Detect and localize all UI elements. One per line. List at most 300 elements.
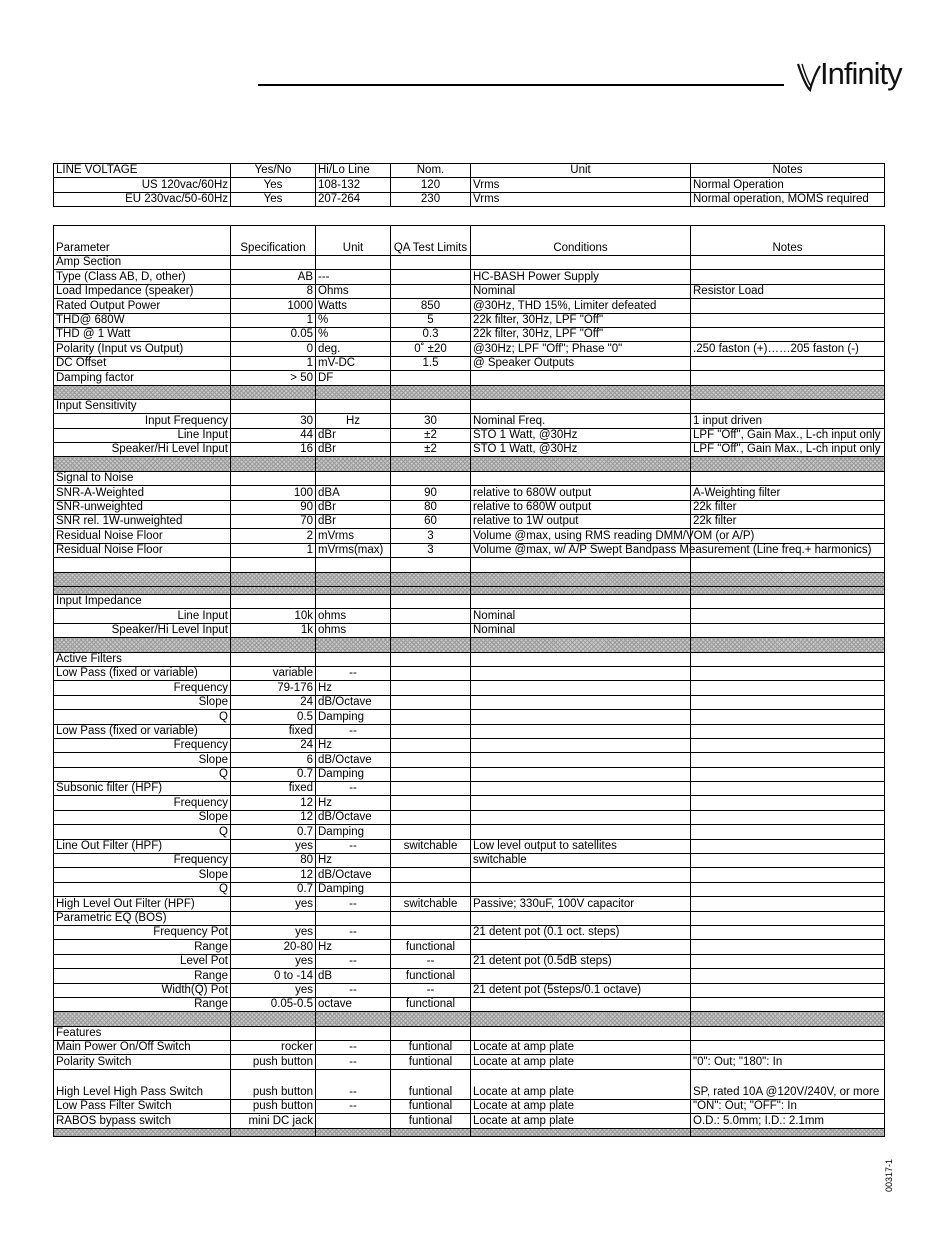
- table-cell: [231, 652, 316, 666]
- qa-limit-cell: 0.3: [391, 327, 471, 341]
- qa-limit-cell: [391, 925, 471, 939]
- qa-limit-cell: 5: [391, 313, 471, 327]
- conditions-cell: [471, 810, 691, 824]
- unit-cell: mV-DC: [316, 356, 391, 370]
- qa-limit-cell: funtional: [391, 1099, 471, 1113]
- notes-cell: [691, 897, 885, 911]
- notes-cell: LPF "Off", Gain Max., L-ch input only: [691, 443, 885, 457]
- table-row: [54, 428, 885, 442]
- table-cell: EU 230vac/50-60Hz: [54, 192, 231, 206]
- table-row: [54, 782, 885, 796]
- unit-cell: Hz: [316, 414, 391, 428]
- unit-cell: Hz: [316, 854, 391, 868]
- conditions-cell: [471, 796, 691, 810]
- notes-cell: 22k filter: [691, 515, 885, 529]
- unit-cell: ohms: [316, 609, 391, 623]
- table-row: [54, 997, 885, 1011]
- separator-row: [54, 1012, 885, 1026]
- parameter-cell: Level Pot: [54, 954, 231, 968]
- table-row: [54, 738, 885, 752]
- table-cell: [391, 594, 471, 608]
- conditions-cell: 22k filter, 30Hz, LPF "Off": [471, 313, 691, 327]
- conditions-cell: [471, 997, 691, 1011]
- unit-cell: --: [316, 724, 391, 738]
- header-cell: Parameter: [54, 226, 231, 256]
- separator-cell: [54, 572, 231, 586]
- notes-cell: [691, 738, 885, 752]
- notes-cell: SP, rated 10A @120V/240V, or more: [691, 1069, 885, 1099]
- separator-cell: [316, 1128, 391, 1136]
- header-cell: Nom.: [391, 164, 471, 178]
- table-row: [54, 954, 885, 968]
- specification-cell: 0.05: [231, 327, 316, 341]
- table-cell: 108-132: [316, 178, 391, 192]
- separator-row: [54, 1128, 885, 1136]
- parameter-cell: Slope: [54, 868, 231, 882]
- table-row: [54, 270, 885, 284]
- table-cell: [231, 558, 316, 572]
- notes-cell: "0": Out; "180": In: [691, 1055, 885, 1069]
- notes-cell: [691, 609, 885, 623]
- notes-cell: [691, 825, 885, 839]
- table-row: [54, 825, 885, 839]
- specification-cell: 90: [231, 500, 316, 514]
- notes-cell: [691, 313, 885, 327]
- notes-cell: [691, 1041, 885, 1055]
- notes-cell: [691, 969, 885, 983]
- table-row: [54, 710, 885, 724]
- parameter-cell: Frequency Pot: [54, 925, 231, 939]
- table-cell: Yes: [231, 178, 316, 192]
- table-row: [54, 983, 885, 997]
- qa-limit-cell: switchable: [391, 897, 471, 911]
- parameter-cell: Width(Q) Pot: [54, 983, 231, 997]
- brand-name: Infinity: [820, 56, 902, 91]
- table-cell: [471, 558, 691, 572]
- table-cell: [691, 1026, 885, 1040]
- parameter-cell: THD @ 1 Watt: [54, 327, 231, 341]
- parameter-cell: Speaker/Hi Level Input: [54, 623, 231, 637]
- conditions-cell: 22k filter, 30Hz, LPF "Off": [471, 327, 691, 341]
- separator-cell: [391, 586, 471, 594]
- qa-limit-cell: 80: [391, 500, 471, 514]
- table-row: [54, 882, 885, 896]
- table-cell: Normal Operation: [691, 178, 885, 192]
- specification-cell: yes: [231, 983, 316, 997]
- notes-cell: [691, 997, 885, 1011]
- table-cell: [691, 594, 885, 608]
- parameter-cell: Range: [54, 997, 231, 1011]
- table-cell: US 120vac/60Hz: [54, 178, 231, 192]
- unit-cell: Hz: [316, 738, 391, 752]
- unit-cell: Damping: [316, 882, 391, 896]
- table-cell: [316, 256, 391, 270]
- specification-cell: 24: [231, 738, 316, 752]
- section-title: Amp Section: [54, 256, 231, 270]
- unit-cell: --: [316, 983, 391, 997]
- conditions-cell: relative to 680W output: [471, 500, 691, 514]
- table-row: [54, 1099, 885, 1113]
- section-row: [54, 256, 885, 270]
- table-row: [54, 414, 885, 428]
- unit-cell: %: [316, 313, 391, 327]
- parameter-cell: Residual Noise Floor: [54, 543, 231, 557]
- notes-cell: [691, 623, 885, 637]
- specification-cell: 8: [231, 284, 316, 298]
- qa-limit-cell: [391, 738, 471, 752]
- conditions-cell: [471, 695, 691, 709]
- line-voltage-table: [53, 163, 885, 207]
- specification-cell: 2: [231, 529, 316, 543]
- section-title: Features: [54, 1026, 231, 1040]
- notes-cell: [691, 767, 885, 781]
- parameter-cell: Type (Class AB, D, other): [54, 270, 231, 284]
- specification-cell: 30: [231, 414, 316, 428]
- table-row: [54, 897, 885, 911]
- conditions-cell: [471, 681, 691, 695]
- separator-cell: [231, 385, 316, 399]
- separator-row: [54, 457, 885, 471]
- parameter-cell: Parametric EQ (BOS): [54, 911, 231, 925]
- unit-cell: Ohms: [316, 284, 391, 298]
- table-cell: [471, 652, 691, 666]
- conditions-cell: 21 detent pot (0.5dB steps): [471, 954, 691, 968]
- unit-cell: Damping: [316, 710, 391, 724]
- qa-limit-cell: [391, 666, 471, 680]
- table-row: [54, 623, 885, 637]
- unit-cell: dB: [316, 969, 391, 983]
- notes-cell: [691, 954, 885, 968]
- parameter-cell: Low Pass (fixed or variable): [54, 666, 231, 680]
- qa-limit-cell: 3: [391, 543, 471, 557]
- specification-cell: yes: [231, 897, 316, 911]
- qa-limit-cell: [391, 796, 471, 810]
- table-cell: Normal operation, MOMS required: [691, 192, 885, 206]
- qa-limit-cell: [391, 868, 471, 882]
- specification-cell: AB: [231, 270, 316, 284]
- table-cell: [316, 594, 391, 608]
- unit-cell: --: [316, 954, 391, 968]
- parameter-cell: Residual Noise Floor: [54, 529, 231, 543]
- table-cell: [391, 652, 471, 666]
- parameter-cell: Line Out Filter (HPF): [54, 839, 231, 853]
- table-cell: [391, 399, 471, 413]
- table-row: [54, 1114, 885, 1128]
- notes-cell: [691, 299, 885, 313]
- notes-cell: A-Weighting filter: [691, 486, 885, 500]
- table-cell: [391, 256, 471, 270]
- separator-row: [54, 572, 885, 586]
- section-row: [54, 652, 885, 666]
- header-rule: [258, 84, 784, 86]
- unit-cell: dBr: [316, 515, 391, 529]
- separator-cell: [391, 638, 471, 652]
- section-row: [54, 399, 885, 413]
- unit-cell: --: [316, 1041, 391, 1055]
- parameter-cell: SNR-unweighted: [54, 500, 231, 514]
- separator-cell: [316, 457, 391, 471]
- parameter-cell: Q: [54, 710, 231, 724]
- table-row: [54, 940, 885, 954]
- unit-cell: DF: [316, 371, 391, 385]
- unit-cell: Hz: [316, 940, 391, 954]
- conditions-cell: Nominal Freq.: [471, 414, 691, 428]
- notes-cell: [691, 356, 885, 370]
- table-cell: [316, 399, 391, 413]
- notes-cell: [691, 911, 885, 925]
- table-cell: [391, 1026, 471, 1040]
- parameter-cell: Frequency: [54, 738, 231, 752]
- qa-limit-cell: 1.5: [391, 356, 471, 370]
- qa-limit-cell: [391, 854, 471, 868]
- specification-cell: 0.7: [231, 767, 316, 781]
- unit-cell: Damping: [316, 825, 391, 839]
- table-row: [54, 724, 885, 738]
- separator-cell: [391, 572, 471, 586]
- separator-cell: [691, 385, 885, 399]
- table-row: [54, 810, 885, 824]
- table-cell: [316, 558, 391, 572]
- header-cell: Conditions: [471, 226, 691, 256]
- notes-cell: O.D.: 5.0mm; I.D.: 2.1mm: [691, 1114, 885, 1128]
- table-cell: Vrms: [471, 192, 691, 206]
- specification-cell: yes: [231, 954, 316, 968]
- specification-cell: 20-80: [231, 940, 316, 954]
- conditions-cell: Locate at amp plate: [471, 1099, 691, 1113]
- notes-cell: [691, 868, 885, 882]
- notes-cell: [691, 681, 885, 695]
- conditions-cell: [471, 882, 691, 896]
- specification-cell: 12: [231, 810, 316, 824]
- parameter-cell: Q: [54, 825, 231, 839]
- separator-cell: [54, 638, 231, 652]
- table-cell: [231, 256, 316, 270]
- qa-limit-cell: [391, 911, 471, 925]
- table-cell: [231, 1026, 316, 1040]
- table-row: [54, 695, 885, 709]
- parameter-cell: Rated Output Power: [54, 299, 231, 313]
- separator-row: [54, 385, 885, 399]
- specification-cell: mini DC jack: [231, 1114, 316, 1128]
- table-cell: [316, 1026, 391, 1040]
- conditions-cell: Nominal: [471, 623, 691, 637]
- specification-cell: fixed: [231, 724, 316, 738]
- conditions-cell: [471, 753, 691, 767]
- parameter-cell: Q: [54, 882, 231, 896]
- conditions-cell: [471, 666, 691, 680]
- qa-limit-cell: [391, 609, 471, 623]
- conditions-cell: [471, 825, 691, 839]
- table-row: [54, 371, 885, 385]
- separator-cell: [54, 1128, 231, 1136]
- unit-cell: Watts: [316, 299, 391, 313]
- qa-limit-cell: 90: [391, 486, 471, 500]
- table-cell: [231, 594, 316, 608]
- parameter-cell: Low Pass (fixed or variable): [54, 724, 231, 738]
- conditions-cell: [471, 710, 691, 724]
- unit-cell: mVrms: [316, 529, 391, 543]
- conditions-cell: Volume @max, using RMS reading DMM/VOM (or A/P): [471, 529, 691, 543]
- parameter-cell: Polarity Switch: [54, 1055, 231, 1069]
- table-cell: [691, 558, 885, 572]
- table-cell: [471, 399, 691, 413]
- table-row: [54, 1041, 885, 1055]
- unit-cell: Hz: [316, 796, 391, 810]
- unit-cell: --: [316, 1069, 391, 1099]
- parameter-cell: Line Input: [54, 609, 231, 623]
- parameter-cell: Damping factor: [54, 371, 231, 385]
- conditions-cell: relative to 680W output: [471, 486, 691, 500]
- unit-cell: ohms: [316, 623, 391, 637]
- unit-cell: --: [316, 782, 391, 796]
- separator-cell: [471, 1012, 691, 1026]
- table-row: [54, 529, 885, 543]
- spec-header-row: [54, 226, 885, 256]
- qa-limit-cell: functional: [391, 997, 471, 1011]
- header-cell: Specification: [231, 226, 316, 256]
- notes-cell: [691, 666, 885, 680]
- separator-cell: [54, 586, 231, 594]
- specification-cell: 1: [231, 313, 316, 327]
- qa-limit-cell: ±2: [391, 428, 471, 442]
- qa-limit-cell: [391, 882, 471, 896]
- notes-cell: [691, 940, 885, 954]
- parameter-cell: Speaker/Hi Level Input: [54, 443, 231, 457]
- parameter-cell: Subsonic filter (HPF): [54, 782, 231, 796]
- conditions-cell: Low level output to satellites: [471, 839, 691, 853]
- unit-cell: --: [316, 666, 391, 680]
- table-row: [54, 342, 885, 356]
- parameter-cell: Frequency: [54, 854, 231, 868]
- table-row: [54, 767, 885, 781]
- unit-cell: dB/Octave: [316, 695, 391, 709]
- unit-cell: dB/Octave: [316, 753, 391, 767]
- qa-limit-cell: --: [391, 983, 471, 997]
- conditions-cell: Locate at amp plate: [471, 1114, 691, 1128]
- unit-cell: Damping: [316, 767, 391, 781]
- conditions-cell: [471, 969, 691, 983]
- qa-limit-cell: 0˚ ±20: [391, 342, 471, 356]
- qa-limit-cell: functional: [391, 969, 471, 983]
- table-cell: [471, 1026, 691, 1040]
- unit-cell: --: [316, 1055, 391, 1069]
- separator-cell: [54, 385, 231, 399]
- table-row: [54, 327, 885, 341]
- section-title: Active Filters: [54, 652, 231, 666]
- qa-limit-cell: ±2: [391, 443, 471, 457]
- table-cell: [471, 256, 691, 270]
- qa-limit-cell: funtional: [391, 1114, 471, 1128]
- header-cell: QA Test Limits: [391, 226, 471, 256]
- separator-cell: [471, 1128, 691, 1136]
- specification-cell: 1: [231, 356, 316, 370]
- table-cell: [391, 558, 471, 572]
- qa-limit-cell: funtional: [391, 1055, 471, 1069]
- specification-cell: 80: [231, 854, 316, 868]
- specification-cell: 0.5: [231, 710, 316, 724]
- separator-cell: [691, 1012, 885, 1026]
- separator-cell: [691, 572, 885, 586]
- table-row: [54, 839, 885, 853]
- unit-cell: --: [316, 897, 391, 911]
- specification-cell: 79-176: [231, 681, 316, 695]
- table-row: [54, 796, 885, 810]
- conditions-cell: [471, 738, 691, 752]
- table-cell: [316, 471, 391, 485]
- notes-cell: [691, 796, 885, 810]
- separator-cell: [391, 385, 471, 399]
- qa-limit-cell: [391, 825, 471, 839]
- table-cell: [471, 471, 691, 485]
- section-title: Signal to Noise: [54, 471, 231, 485]
- conditions-cell: [471, 911, 691, 925]
- parameter-cell: RABOS bypass switch: [54, 1114, 231, 1128]
- conditions-cell: @ Speaker Outputs: [471, 356, 691, 370]
- parameter-cell: THD@ 680W: [54, 313, 231, 327]
- specification-cell: 12: [231, 796, 316, 810]
- separator-cell: [231, 457, 316, 471]
- specification-cell: 0.7: [231, 882, 316, 896]
- specification-cell: 1000: [231, 299, 316, 313]
- separator-cell: [316, 385, 391, 399]
- separator-cell: [231, 1128, 316, 1136]
- table-cell: [471, 594, 691, 608]
- qa-limit-cell: [391, 623, 471, 637]
- conditions-cell: Locate at amp plate: [471, 1041, 691, 1055]
- unit-cell: --: [316, 925, 391, 939]
- conditions-cell: [471, 782, 691, 796]
- table-row: [54, 1069, 885, 1099]
- specification-cell: 12: [231, 868, 316, 882]
- qa-limit-cell: funtional: [391, 1041, 471, 1055]
- qa-limit-cell: [391, 710, 471, 724]
- header-cell: LINE VOLTAGE: [54, 164, 231, 178]
- conditions-cell: Locate at amp plate: [471, 1069, 691, 1099]
- conditions-cell: [471, 767, 691, 781]
- table-row: [54, 500, 885, 514]
- parameter-cell: Low Pass Filter Switch: [54, 1099, 231, 1113]
- specification-cell: 70: [231, 515, 316, 529]
- table-cell: [231, 471, 316, 485]
- table-cell: Vrms: [471, 178, 691, 192]
- parameter-cell: Input Frequency: [54, 414, 231, 428]
- specification-cell: 0 to -14: [231, 969, 316, 983]
- notes-cell: .250 faston (+)……205 faston (-): [691, 342, 885, 356]
- parameter-cell: Load Impedance (speaker): [54, 284, 231, 298]
- qa-limit-cell: [391, 695, 471, 709]
- notes-cell: LPF "Off", Gain Max., L-ch input only: [691, 428, 885, 442]
- parameter-cell: Q: [54, 767, 231, 781]
- header-cell: Hi/Lo Line: [316, 164, 391, 178]
- separator-cell: [391, 1128, 471, 1136]
- conditions-cell: 21 detent pot (5steps/0.1 octave): [471, 983, 691, 997]
- section-row: [54, 594, 885, 608]
- qa-limit-cell: [391, 753, 471, 767]
- parameter-cell: Frequency: [54, 796, 231, 810]
- separator-row: [54, 586, 885, 594]
- specification-cell: 44: [231, 428, 316, 442]
- qa-limit-cell: [391, 371, 471, 385]
- qa-limit-cell: functional: [391, 940, 471, 954]
- conditions-cell: relative to 1W output: [471, 515, 691, 529]
- section-title: Input Sensitivity: [54, 399, 231, 413]
- specification-cell: yes: [231, 925, 316, 939]
- notes-cell: [691, 327, 885, 341]
- unit-cell: --: [316, 839, 391, 853]
- table-row: [54, 543, 885, 557]
- conditions-cell: @30Hz; LPF "Off"; Phase "0": [471, 342, 691, 356]
- table-row: [54, 486, 885, 500]
